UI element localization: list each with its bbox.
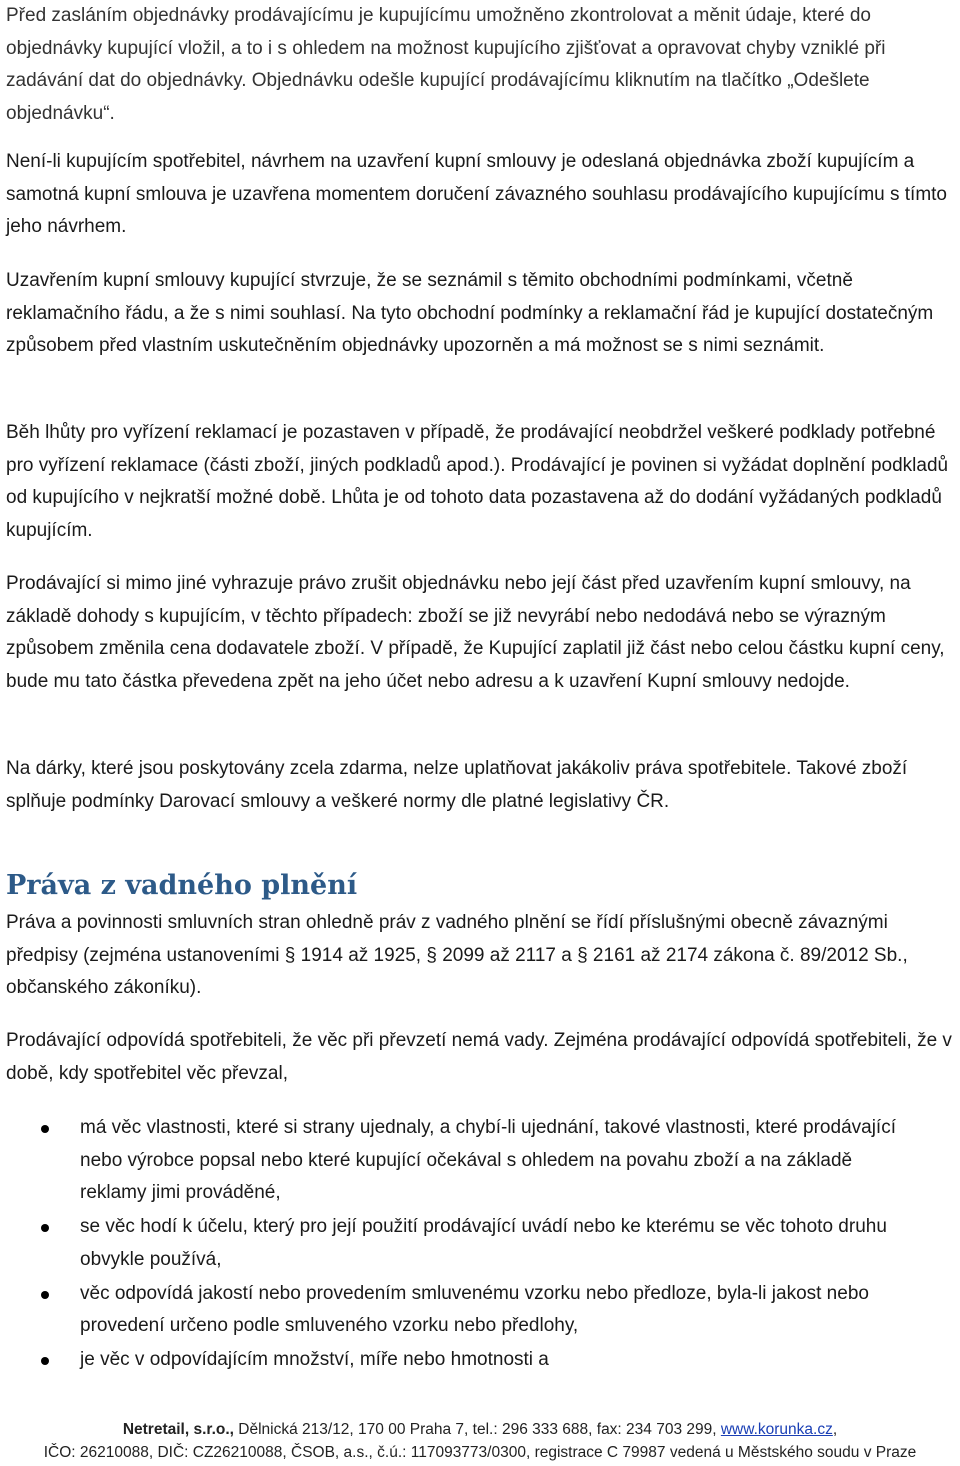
- bullet-icon: [41, 1291, 49, 1299]
- list-item: [0, 1112, 910, 1210]
- list-item: [0, 1344, 910, 1377]
- list-item-text: má věc vlastnosti, které si strany ujednaly, a chybí-li ujednání, takové vlastnosti, které prodávající nebo výrobce popsal nebo které kupující očekával s ohledem na povahu zboží a na základě reklamy jimi prováděné,: [80, 1117, 896, 1204]
- bullet-icon: [41, 1125, 49, 1133]
- paragraph-gifts: Na dárky, které jsou poskytovány zcela zdarma, nelze uplatňovat jakákoliv práva spotřebitele. Takové zboží splňuje podmínky Darovací smlouvy a veškeré normy dle platné legislativy ČR.: [6, 758, 908, 812]
- paragraph-contract-non-consumer: Není-li kupujícím spotřebitel, návrhem na uzavření kupní smlouvy je odeslaná objednávka zboží kupujícím a samotná kupní smlouva je uzavřena momentem doručení závazného souhlasu prodávajícího kupujícímu s tímto jeho návrhem.: [6, 151, 948, 238]
- list-item-text: se věc hodí k účelu, který pro její použití prodávající uvádí nebo ke kterému se věc tohoto druhu obvykle používá,: [80, 1216, 887, 1270]
- paragraph-complaint-deadline: Běh lhůty pro vyřízení reklamací je pozastaven v případě, že prodávající neobdržel veškeré podklady potřebné pro vyřízení reklamace (části zboží, jiných podkladů apod.). Prodávající je povinen si vyžádat doplnění podkladů od kupujícího v nejkratší možné době. Lhůta je od tohoto data pozastavena až do dodání vyžádaných podkladů kupujícím.: [6, 422, 949, 542]
- paragraph-order-cancellation: Prodávající si mimo jiné vyhrazuje právo zrušit objednávku nebo její část před uzavřením kupní smlouvy, na základě dohody s kupujícím, v těchto případech: zboží se již nevyrábí nebo nedodává nebo se výrazným způsobem změnila cena dodavatele zboží. V případě, že Kupující zaplatil již část nebo celou částku kupní ceny, bude mu tato částka převedena zpět na jeho účet nebo adresu a k uzavření Kupní smlouvy nedojde.: [6, 573, 945, 693]
- footer-company: Netretail, s.r.o.,: [122, 1421, 234, 1438]
- bullet-icon: [41, 1357, 49, 1365]
- paragraph-contract-acceptance: Uzavřením kupní smlouvy kupující stvrzuje, že se seznámil s těmito obchodními podmínkami, včetně reklamačního řádu, a že s nimi souhlasí. Na tyto obchodní podmínky a reklamační řád je kupující dostatečným způsobem před vlastním uskutečněním objednávky upozorněn a má možnost se s nimi seznámit.: [6, 270, 934, 357]
- list-item: [0, 1211, 910, 1276]
- footer-address: Dělnická 213/12, 170 00 Praha 7, tel.: 296 333 688, fax: 234 703 299,: [233, 1421, 721, 1438]
- list-item-text: věc odpovídá jakostí nebo provedením smluvenému vzorku nebo předloze, byla-li jakost nebo provedení určeno podle smluveného vzorku nebo předlohy,: [80, 1282, 869, 1337]
- paragraph-order-check: Před zasláním objednávky prodávajícímu je kupujícímu umožněno zkontrolovat a měnit údaje, které do objednávky kupující vložil, a to i s ohledem na možnost kupujícího zjišťovat a opravovat chyby vzniklé při zadávání dat do objednávky. Objednávku odešle kupující prodávajícímu kliknutím na tlačítko „Odešlete objednávku“.: [6, 5, 886, 124]
- list-item-text: je věc v odpovídajícím množství, míře nebo hmotnosti a: [80, 1348, 549, 1370]
- footer-line-contact: [0, 1421, 960, 1439]
- paragraph-defect-rights: Práva a povinnosti smluvních stran ohledně práv z vadného plnění se řídí příslušnými obecně závaznými předpisy (zejména ustanoveními § 1914 až 1925, § 2099 až 2117 a § 2161 až 2174 zákona č. 89/2012 Sb., občanského zákoníku).: [6, 912, 908, 999]
- paragraph-seller-liability: Prodávající odpovídá spotřebiteli, že věc při převzetí nemá vady. Zejména prodávající odpovídá spotřebiteli, že v době, kdy spotřebitel věc převzal,: [6, 1030, 952, 1084]
- liability-bullet-list: [0, 1112, 960, 1378]
- footer-website-link[interactable]: www.korunka.cz: [720, 1421, 833, 1438]
- section-heading: Práva z vadného plnění: [6, 870, 358, 901]
- footer-line-registration: IČO: 26210088, DIČ: CZ26210088, ČSOB, a.s., č.ú.: 117093773/0300, registrace C 79987 vedená u Městského soudu v Praze: [43, 1444, 917, 1461]
- bullet-icon: [41, 1224, 49, 1232]
- footer-website-suffix: ,: [832, 1421, 838, 1438]
- list-item: [0, 1278, 910, 1343]
